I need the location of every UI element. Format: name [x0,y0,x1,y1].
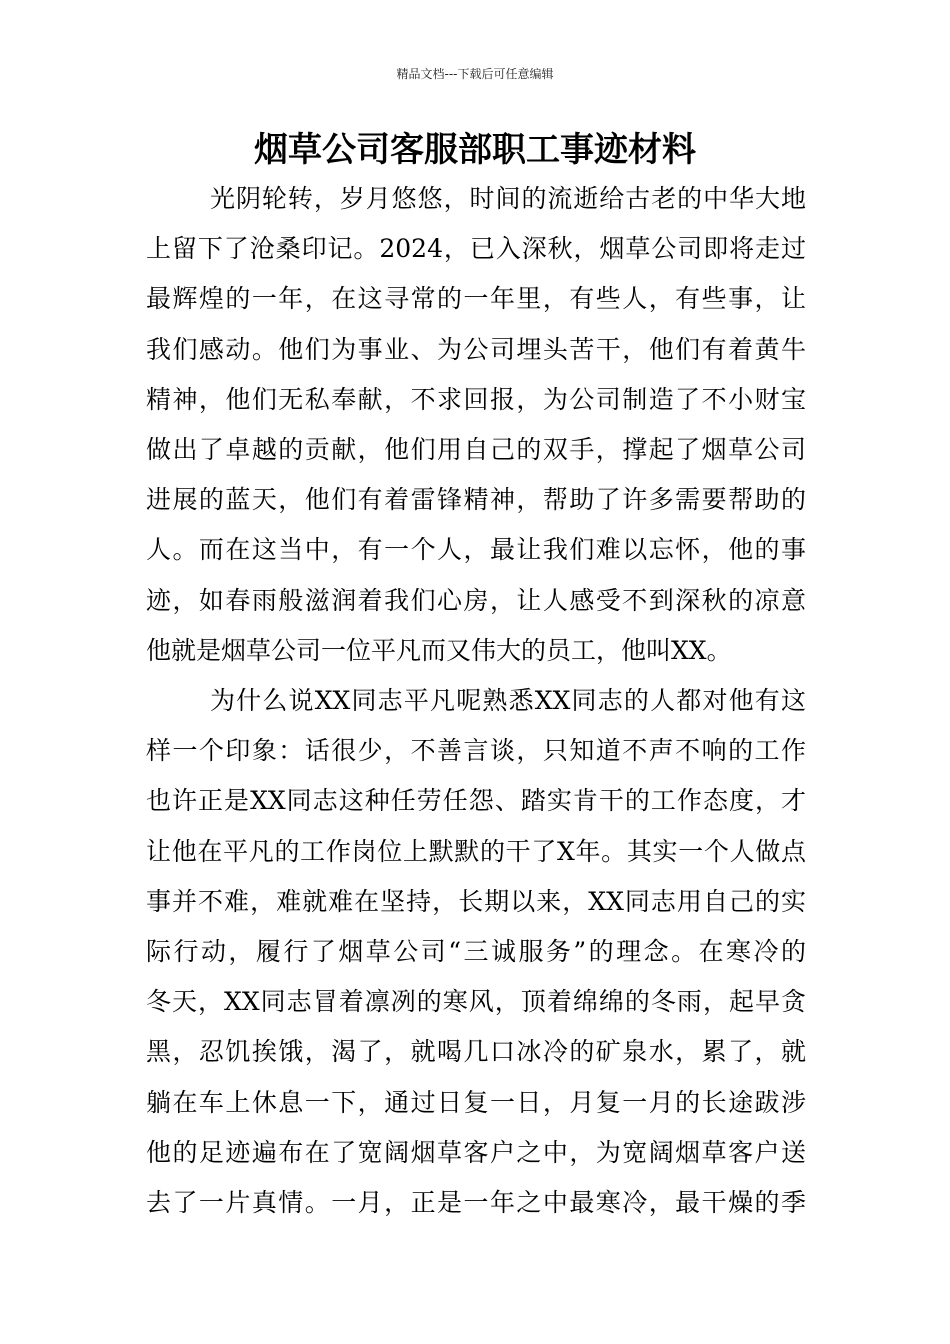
paragraph-line: 人。而在这当中，有一个人，最让我们难以忘怀，他的事 [146,535,806,565]
paragraph-line: 他的足迹遍布在了宽阔烟草客户之中，为宽阔烟草客户送 [146,1137,806,1167]
paragraph-line: 为什么说XX同志平凡呢熟悉XX同志的人都对他有这 [210,686,806,716]
header-note: 精品文档---下载后可任意编辑 [396,67,554,81]
paragraph-line: 他就是烟草公司一位平凡而又伟大的员工，他叫XX。 [146,635,732,665]
document-title: 烟草公司客服部职工事迹材料 [254,130,696,170]
paragraph-line: 样一个印象：话很少，不善言谈，只知道不声不响的工作 [146,736,806,766]
paragraph-line: 事并不难，难就难在坚持，长期以来，XX同志用自己的实 [146,886,806,916]
document-body [146,174,806,1228]
paragraph-line: 黑，忍饥挨饿，渴了，就喝几口冰冷的矿泉水，累了，就 [146,1037,806,1067]
paragraph-line: 光阴轮转，岁月悠悠，时间的流逝给古老的中华大地 [210,184,806,213]
paragraph-line: 上留下了沧桑印记。2024，已入深秋，烟草公司即将走过 [146,234,806,264]
paragraph-2 [146,676,806,1228]
paragraph-line: 迹，如春雨般滋润着我们心房，让人感受不到深秋的凉意 [146,585,806,615]
paragraph-line: 我们感动。他们为事业、为公司埋头苦干，他们有着黄牛 [146,334,806,364]
paragraph-1 [146,174,806,676]
paragraph-line: 去了一片真情。一月，正是一年之中最寒冷，最干燥的季 [146,1188,806,1218]
paragraph-line: 进展的蓝天，他们有着雷锋精神，帮助了许多需要帮助的 [146,485,806,515]
paragraph-line: 做出了卓越的贡献，他们用自己的双手，撑起了烟草公司 [146,435,806,465]
paragraph-line: 也许正是XX同志这种任劳任怨、踏实肯干的工作态度，才 [146,786,806,816]
paragraph-line: 冬天，XX同志冒着凛冽的寒风，顶着绵绵的冬雨，起早贪 [146,987,806,1017]
paragraph-line: 让他在平凡的工作岗位上默默的干了X年。其实一个人做点 [146,836,806,866]
paragraph-line: 精神，他们无私奉献，不求回报，为公司制造了不小财宝 [146,384,806,414]
paragraph-line: 际行动，履行了烟草公司“三诚服务”的理念。在寒冷的 [146,937,806,967]
paragraph-line: 躺在车上休息一下，通过日复一日，月复一月的长途跋涉 [146,1087,806,1117]
paragraph-line: 最辉煌的一年，在这寻常的一年里，有些人，有些事，让 [146,284,806,314]
